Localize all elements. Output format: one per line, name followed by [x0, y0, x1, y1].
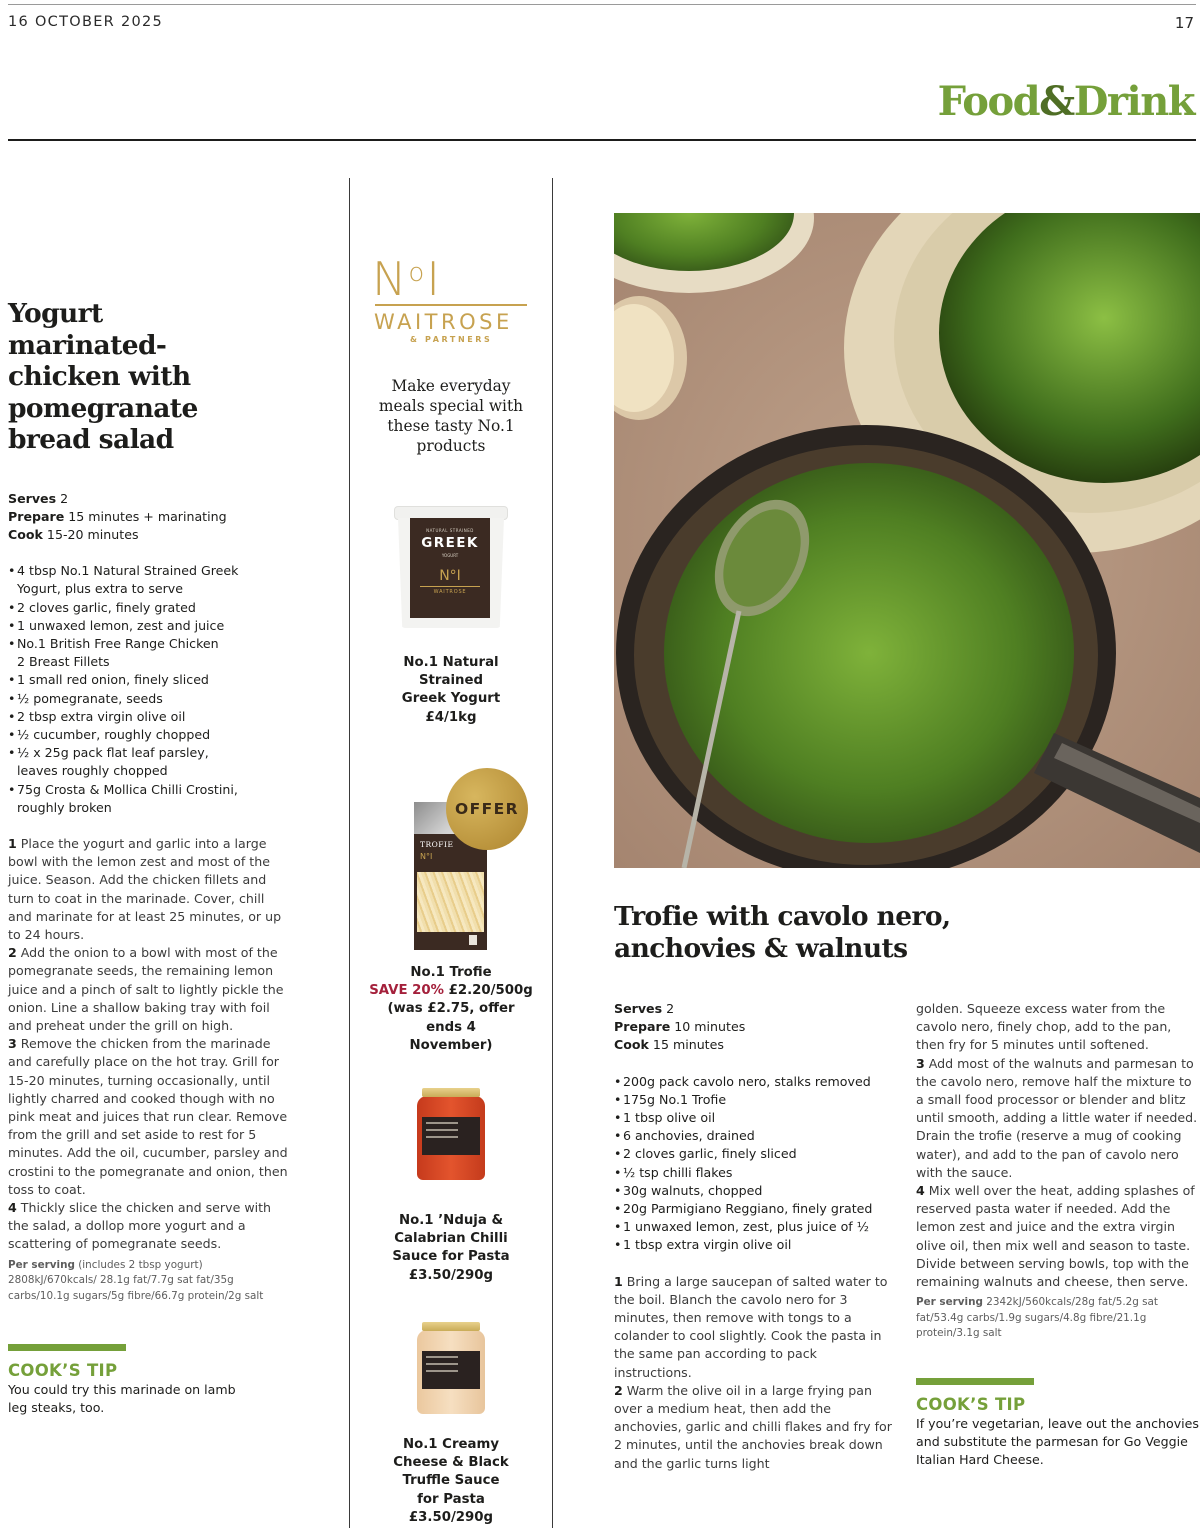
step-text: Thickly slice the chicken and serve with the salad, a dollop more yogurt and a scattering of pomegranate seeds.	[8, 1200, 272, 1252]
prepare-line	[614, 1018, 904, 1036]
section-title-food: Food	[937, 78, 1040, 125]
pack-text: GREEK	[421, 535, 479, 551]
logo-one: I	[426, 252, 442, 306]
step-number: 2	[614, 1382, 623, 1398]
cook-value: 15-20 minutes	[42, 526, 139, 542]
jar-label	[422, 1117, 480, 1155]
ingredient-item: • 2 cloves garlic, finely grated	[8, 599, 248, 617]
logo-sub: & PARTNERS	[410, 335, 493, 344]
ingredient-item: • No.1 British Free Range Chicken 2 Breast Fillets	[8, 635, 223, 671]
tip-text: You could try this marinade on lamb leg steaks, too.	[8, 1382, 236, 1416]
ingredient-item: • 1 tbsp extra virgin olive oil	[614, 1236, 904, 1254]
tip-text: If you’re vegetarian, leave out the anchovies and substitute the parmesan for Go Veggie Italian Hard Cheese.	[916, 1415, 1199, 1468]
cooks-tip	[916, 1378, 1200, 1470]
step-number: 1	[8, 835, 17, 851]
logo-o: o	[408, 258, 427, 288]
nutrition-values: (includes 2 tbsp yogurt) 2808kJ/670kcals/ 28.1g fat/7.7g sat fat/35g carbs/10.1g sugars/5g fibre/66.7g protein/2g salt	[8, 1258, 264, 1302]
ingredient-item: • 4 tbsp No.1 Natural Strained Greek Yogurt, plus extra to serve	[8, 562, 248, 598]
product-name: No.1 ’Nduja & Calabrian Chilli Sauce for Pasta	[392, 1213, 510, 1265]
step-text: Warm the olive oil in a large frying pan over a medium heat, then add the anchovies, garlic and chilli flakes and fry for 2 minutes, until the anchovies break down and the garlic turns light	[614, 1382, 892, 1471]
serves-value: 2	[56, 490, 69, 506]
recipe-title: Yogurt marinated-chicken with pomegranate bread salad	[8, 298, 198, 455]
logo-no1	[352, 250, 550, 306]
truffle-jar-image	[416, 1322, 486, 1414]
food-photo-illustration	[614, 213, 1200, 868]
nutrition-info	[8, 1258, 290, 1305]
pack-text: N°I	[439, 568, 461, 584]
method	[8, 835, 290, 1254]
step-number: 3	[916, 1055, 925, 1071]
ingredient-list	[8, 562, 248, 817]
cook-label: Cook	[614, 1037, 649, 1053]
product-name: No.1 Creamy Cheese & Black Truffle Sauce for Pasta	[393, 1437, 509, 1507]
step-text: Add the onion to a bowl with most of the pomegranate seeds, the remaining lemon juice and a pinch of salt to lightly pickle the onion. Line a shallow baking tray with foil and preheat under the grill on high.	[8, 945, 284, 1033]
tip-heading: COOK’S TIP	[8, 1361, 118, 1381]
product-image	[352, 1322, 550, 1432]
pack-text: NATURAL STRAINED	[426, 528, 474, 533]
method-step-continuation: golden. Squeeze excess water from the cavolo nero, finely chop, add to the pan, then fry for 5 minutes until softened.	[916, 1001, 1172, 1053]
nduja-jar-image	[416, 1088, 486, 1180]
step-text: Place the yogurt and garlic into a large bowl with the lemon zest and most of the juice. Season. Add the chicken fillets and turn to coat in the marinade. Cover, chill and marinate for at least 25 minutes, or up to 24 hours.	[8, 835, 282, 942]
prepare-label: Prepare	[8, 508, 65, 524]
column-divider-right	[552, 178, 553, 1528]
ingredient-item: • 6 anchovies, drained	[614, 1127, 904, 1145]
top-rule	[8, 4, 1196, 5]
ingredient-item: • ½ x 25g pack flat leaf parsley, leaves roughly chopped	[8, 744, 248, 780]
step-number: 1	[614, 1273, 623, 1289]
tip-accent-bar	[8, 1344, 126, 1351]
product-trofie	[352, 768, 550, 1055]
save-label: SAVE 20%	[369, 983, 444, 999]
recipe-meta	[614, 1000, 904, 1055]
serves-line	[614, 1000, 904, 1018]
product-truffle-sauce	[352, 1322, 550, 1527]
method-step	[8, 835, 290, 944]
recipe-title: Trofie with cavolo nero, anchovies & walnuts	[614, 901, 951, 964]
tub-label	[410, 518, 490, 618]
step-text: Mix well over the heat, adding splashes of reserved pasta water if needed. Add the lemon zest and juice and the extra virgin olive oil, then mix well and season to taste. Divide between serving bowls, top with the remaining walnuts and cheese, then serve.	[916, 1183, 1195, 1290]
product-name: No.1 Natural Strained Greek Yogurt	[401, 655, 501, 707]
jar-lid	[422, 1322, 480, 1331]
prepare-value: 15 minutes + marinating	[64, 508, 227, 524]
method-step	[614, 1382, 896, 1473]
column-divider-left	[349, 178, 350, 1528]
pack-text: YOGURT	[441, 553, 459, 558]
method-step	[8, 1035, 290, 1199]
ingredient-item: • 2 cloves garlic, finely sliced	[614, 1145, 904, 1163]
pack-text: WAITROSE	[420, 586, 480, 595]
recipe-meta	[8, 490, 293, 545]
ingredient-item: • 200g pack cavolo nero, stalks removed	[614, 1073, 904, 1091]
product-offer-price	[352, 982, 550, 1000]
waitrose-no1-logo	[352, 250, 550, 346]
product-name: No.1 Trofie	[410, 965, 492, 980]
nutrition-label: Per serving	[916, 1296, 983, 1309]
pack-logo-mark	[469, 935, 477, 945]
ingredient-item: • 175g No.1 Trofie	[614, 1091, 904, 1109]
nutrition-info	[916, 1295, 1200, 1342]
ingredient-item: • 30g walnuts, chopped	[614, 1182, 904, 1200]
section-title-amp: &	[1039, 78, 1074, 125]
serves-label: Serves	[8, 490, 57, 506]
sale-price: £2.20/500g	[443, 983, 533, 999]
pasta-window	[417, 872, 484, 932]
logo-n: N	[372, 252, 409, 306]
header-rule	[8, 139, 1196, 141]
product-price: £4/1kg	[425, 709, 477, 725]
promo-column	[352, 250, 550, 456]
pack-text: N°I	[420, 852, 433, 861]
section-title	[937, 78, 1194, 125]
recipe-trofie-col1	[614, 1000, 904, 1473]
method-step	[614, 1273, 896, 1382]
product-image	[352, 768, 550, 960]
cook-line	[614, 1036, 904, 1054]
cooks-tip	[8, 1344, 293, 1417]
ingredient-item: • 1 unwaxed lemon, zest and juice	[8, 617, 248, 635]
step-text: Add most of the walnuts and parmesan to the cavolo nero, remove half the mixture to a small food processor or blender and blitz until smooth, adding a little water if needed. Drain the trofie (reserve a mug of cooking water), and add to the pan of cavolo nero with the sauce.	[916, 1055, 1198, 1180]
trofie-recipe-photo	[614, 213, 1200, 868]
product-price: £3.50/290g	[408, 1267, 494, 1283]
ingredient-item: • 1 tbsp olive oil	[614, 1109, 904, 1127]
tip-accent-bar	[916, 1378, 1034, 1385]
method	[614, 1273, 896, 1473]
nutrition-label: Per serving	[8, 1258, 75, 1271]
page-number: 17	[1174, 14, 1194, 32]
offer-badge: OFFER	[446, 768, 528, 850]
method-step	[8, 1199, 290, 1254]
prepare-value: 10 minutes	[670, 1019, 746, 1035]
ingredient-item: • 1 small red onion, finely sliced	[8, 671, 248, 689]
ingredient-item: • 20g Parmigiano Reggiano, finely grated	[614, 1200, 904, 1218]
ingredient-list	[614, 1073, 904, 1255]
jar-lid	[422, 1088, 480, 1097]
logo-brand: WAITROSE	[374, 310, 513, 334]
nutrition-values: 2342kJ/560kcals/28g fat/5.2g sat fat/53.4g carbs/1.9g sugars/4.8g fibre/21.1g protein/3.1g salt	[916, 1296, 1158, 1340]
pack-text: TROFIE	[420, 840, 454, 849]
section-title-drink: Drink	[1073, 78, 1194, 125]
ingredient-item: • ½ pomegranate, seeds	[8, 690, 248, 708]
cook-label: Cook	[8, 526, 43, 542]
method-step	[8, 944, 290, 1035]
method-step	[916, 1182, 1200, 1291]
step-number: 4	[8, 1200, 17, 1216]
ingredient-item: • 75g Crosta & Mollica Chilli Crostini, roughly broken	[8, 781, 248, 817]
tip-heading: COOK’S TIP	[916, 1394, 1026, 1414]
prepare-line	[8, 508, 293, 526]
serves-value: 2	[662, 1001, 675, 1016]
step-text: Bring a large saucepan of salted water to the boil. Blanch the cavolo nero for 3 minutes, then remove with tongs to a colander to cool slightly. Cook the pasta in the same pan according to pack instructions.	[614, 1273, 888, 1380]
product-image	[352, 500, 550, 650]
ingredient-item: • ½ cucumber, roughly chopped	[8, 726, 248, 744]
promo-intro: Make everyday meals special with these tasty No.1 products	[378, 377, 524, 455]
cook-value: 15 minutes	[648, 1037, 724, 1053]
product-nduja-sauce	[352, 1088, 550, 1285]
recipe-chicken	[8, 298, 293, 1418]
ingredient-item: • 1 unwaxed lemon, zest, plus juice of ½	[614, 1218, 904, 1236]
serves-label: Serves	[614, 1001, 663, 1016]
prepare-label: Prepare	[614, 1019, 671, 1035]
ingredient-item: • 2 tbsp extra virgin olive oil	[8, 708, 248, 726]
method-step	[916, 1055, 1200, 1182]
offer-note: (was £2.75, offer ends 4 November)	[387, 1001, 515, 1053]
jar-label	[422, 1351, 480, 1389]
method-continued	[916, 1000, 1200, 1291]
product-price: £3.50/290g	[408, 1509, 494, 1525]
step-number: 4	[916, 1183, 925, 1199]
step-text: Remove the chicken from the marinade and carefully place on the hot tray. Grill for 15-20 minutes, turning occasionally, until lightly charred and cooked though with no pink meat and juices that run clear. Remove from the grill and set aside to rest for 5 minutes. Add the oil, cucumber, parsley and crostini to the pomegranate and onion, then toss to coat.	[8, 1036, 288, 1197]
product-greek-yogurt	[352, 500, 550, 727]
product-image	[352, 1088, 550, 1206]
step-number: 2	[8, 945, 17, 961]
dateline: 16 OCTOBER 2025	[8, 14, 164, 30]
step-number: 3	[8, 1036, 17, 1052]
cook-line	[8, 526, 293, 544]
yogurt-tub-image	[392, 500, 510, 628]
serves-line	[8, 490, 293, 508]
recipe-trofie-col2	[916, 1000, 1200, 1469]
ingredient-item: • ½ tsp chilli flakes	[614, 1164, 904, 1182]
